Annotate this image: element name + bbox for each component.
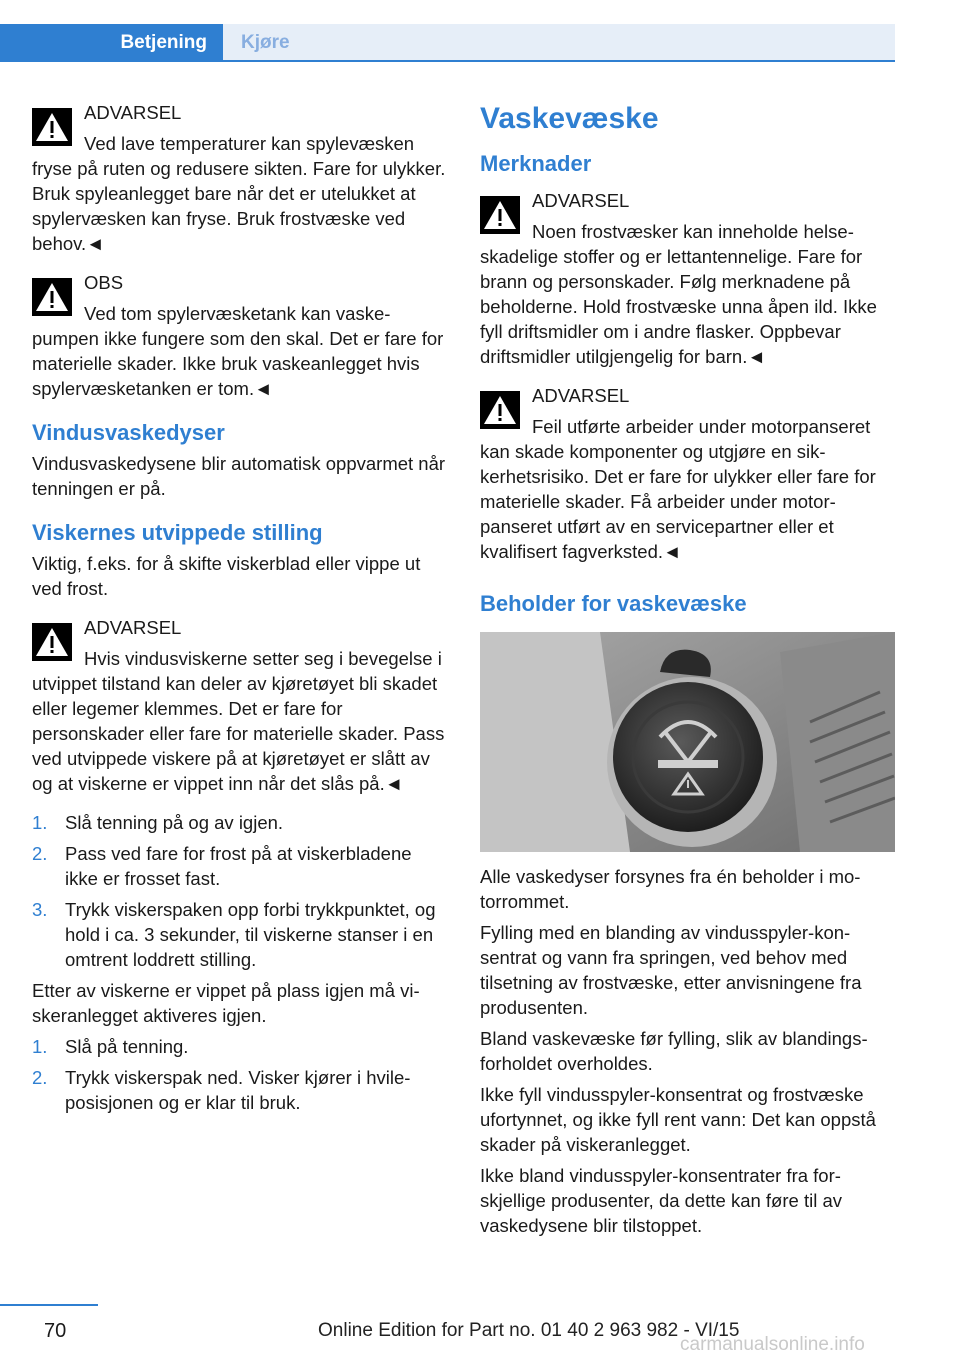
warning-triangle-icon — [32, 278, 72, 316]
page-title: Vaskevæske — [480, 102, 659, 135]
right-column — [480, 100, 895, 1244]
list-item: 3. Trykk viskerspaken opp forbi trykkpunktet, og hold i ca. 3 sekunder, til viskerne stanser i en omtrent loddrett stilling. — [32, 899, 436, 970]
watermark: carmanualsonline.info — [680, 1334, 865, 1355]
paragraph-beholder-3: Bland vaskevæske før fylling, slik av blandingsforholdet overholdes. — [480, 1028, 868, 1074]
left-column — [32, 100, 447, 1121]
paragraph-beholder-1: Alle vaskedyser forsynes fra én beholder i motorrommet. — [480, 866, 861, 912]
edition-note: Online Edition for Part no. 01 40 2 963 982 - VI/15 — [318, 1320, 740, 1341]
warning-text: Feil utførte arbeider under motorpanseret kan skade komponenter og utgjøre en sikkerhetsrisiko. Det er fare for ulykker eller fare for materielle skader. Få arbeider under motorpanseret utført av en servicepartner eller et kvalifisert fagverksted.◄ — [480, 416, 876, 562]
tab-betjening[interactable]: Betjening — [0, 24, 223, 62]
notice-heading: OBS — [84, 272, 124, 293]
tab-underline — [0, 60, 895, 62]
section-heading-dyser: Vindusvaskedyser — [32, 420, 225, 445]
page-number: 70 — [44, 1320, 67, 1342]
paragraph-beholder-5: Ikke bland vindusspyler-konsentrater fra forskjellige produsenter, da dette kan føre til av vaskedysene blir tilstoppet. — [480, 1165, 842, 1236]
section-heading-merknader: Merknader — [480, 151, 592, 176]
warning-triangle-icon — [480, 196, 520, 234]
paragraph-beholder-4: Ikke fyll vindusspyler-konsentrat og frostvæske ufortynnet, og ikke fyll rent vann: Det kan oppstå skader på viskeranlegget. — [480, 1084, 876, 1155]
warning-text: Noen frostvæsker kan inneholde helseskadelige stoffer og er lettantennelige. Fare for brann og personskader. Følg merknadene på beholderne. Hold frostvæske unna åpen ild. Ikke fyll driftsmidler om i andre flasker. Oppbevar driftsmidler utilgjengelig for barn.◄ — [480, 221, 877, 367]
warning-block — [32, 615, 447, 796]
section-heading-stilling: Viskernes utvippede stilling — [32, 520, 323, 545]
steps-list-1 — [32, 810, 447, 972]
warning-heading: ADVARSEL — [84, 617, 182, 638]
warning-text: Ved lave temperaturer kan spylevæsken fryse på ruten og redusere sikten. Fare for ulykker. Bruk spyleanlegget bare når det er utelukket at spylervæsken kan fryse. Bruk frostvæske ved behov.◄ — [32, 133, 446, 254]
warning-block — [480, 383, 895, 564]
list-item: 1. Slå på tenning. — [32, 1036, 189, 1057]
tab-kjore[interactable]: Kjøre — [223, 24, 895, 62]
footer-rule — [0, 1304, 98, 1306]
steps-list-2 — [32, 1034, 447, 1115]
warning-triangle-icon — [32, 623, 72, 661]
warning-triangle-icon — [480, 391, 520, 429]
paragraph-dyser: Vindusvaskedysene blir automatisk oppvarmet når tenningen er på. — [32, 453, 446, 499]
warning-heading: ADVARSEL — [532, 385, 630, 406]
warning-block — [32, 100, 447, 256]
paragraph-stilling: Viktig, f.eks. for å skifte viskerblad eller vippe ut ved frost. — [32, 553, 421, 599]
notice-text: Ved tom spylervæsketank kan vaskepumpen ikke fungere som den skal. Det er fare for materielle skader. Ikke bruk vaskeanlegget hvis spylervæsketanken er tom.◄ — [32, 303, 444, 399]
list-item: 2. Pass ved fare for frost på at viskerbladene ikke er frosset fast. — [32, 843, 412, 889]
paragraph-beholder-2: Fylling med en blanding av vindusspyler-konsentrat og vann fra springen, ved behov med tilsetning av frostvæske, etter anvisningene fra produsenten. — [480, 922, 862, 1018]
warning-block — [480, 188, 895, 369]
washer-reservoir-image — [480, 632, 895, 852]
notice-block — [32, 270, 447, 401]
section-heading-beholder: Beholder for vaskevæske — [480, 591, 747, 616]
paragraph-etter: Etter av viskerne er vippet på plass igjen må viskeranlegget aktiveres igjen. — [32, 980, 420, 1026]
warning-text: Hvis vindusviskerne setter seg i bevegelse i utvippet tilstand kan deler av kjøretøyet bli skadet eller legemer klemmes. Det er fare for personskader eller fare for materielle skader. Pass ved utvippede viskere på at kjøretøyet er slått av og at viskerne er vippet inn når det slås på.◄ — [32, 648, 445, 794]
warning-triangle-icon — [32, 108, 72, 146]
chapter-tabs — [0, 24, 895, 62]
warning-heading: ADVARSEL — [532, 190, 630, 211]
list-item: 1. Slå tenning på og av igjen. — [32, 812, 284, 833]
list-item: 2. Trykk viskerspak ned. Visker kjører i hvileposisjonen og er klar til bruk. — [32, 1067, 411, 1113]
warning-heading: ADVARSEL — [84, 102, 182, 123]
